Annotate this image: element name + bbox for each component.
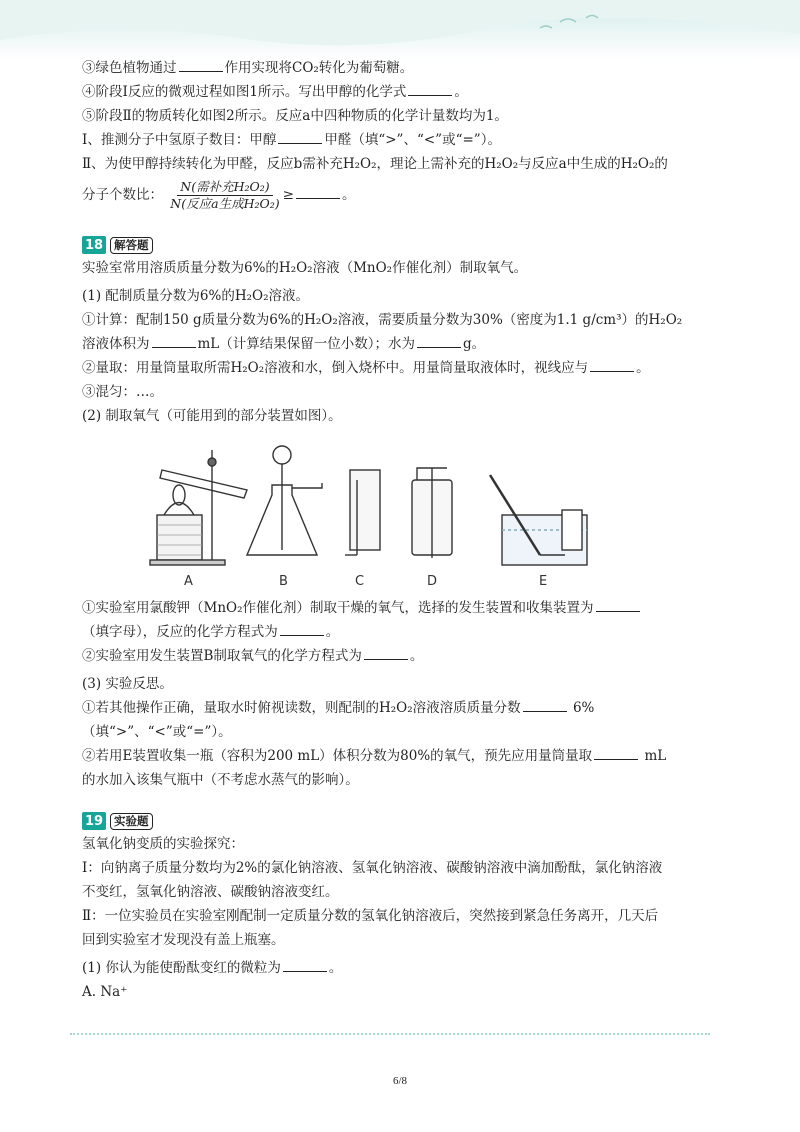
- answer-blank[interactable]: [280, 623, 324, 636]
- apparatus-label: C: [355, 574, 365, 589]
- text-line: ③混匀：…。: [82, 384, 163, 400]
- question-19-header: [82, 812, 153, 830]
- text-line: 溶液体积为 mL（计算结果保留一位小数）；水为 g。: [82, 336, 486, 352]
- answer-blank[interactable]: [283, 959, 327, 972]
- text-line: ②实验室用发生装置B制取氧气的化学方程式为 。: [82, 648, 424, 664]
- answer-blank[interactable]: [152, 335, 196, 348]
- text-line: （填字母），反应的化学方程式为 。: [82, 624, 340, 640]
- text-line: ①若其他操作正确，量取水时俯视读数，则配制的H₂O₂溶液溶质质量分数 6%: [82, 700, 595, 716]
- apparatus-label: A: [184, 574, 193, 589]
- apparatus-e: [490, 475, 587, 565]
- question-type-tag: 实验题: [110, 813, 153, 830]
- text-line: ③绿色植物通过 作用实现将CO₂转化为葡萄糖。: [82, 60, 414, 76]
- question-intro: 实验室常用溶质质量分数为6%的H₂O₂溶液（MnO₂作催化剂）制取氧气。: [82, 260, 528, 276]
- question-type-tag: 解答题: [110, 237, 153, 254]
- apparatus-label: E: [539, 574, 548, 589]
- answer-blank[interactable]: [278, 131, 322, 144]
- answer-blank[interactable]: [596, 599, 640, 612]
- sub-question: (2) 制取氧气（可能用到的部分装置如图）。: [82, 408, 342, 424]
- sub-question: (1) 配制质量分数为6%的H₂O₂溶液。: [82, 288, 309, 304]
- question-18-header: [82, 236, 153, 254]
- answer-blank[interactable]: [296, 186, 340, 199]
- footer-divider: [70, 1033, 710, 1035]
- apparatus-c: [345, 470, 380, 555]
- apparatus-diagram: [72, 440, 592, 590]
- apparatus-label: B: [279, 574, 288, 589]
- apparatus-label: D: [427, 574, 438, 589]
- text-line: ⑤阶段Ⅱ的物质转化如图2所示。反应a中四种物质的化学计量数均为1。: [82, 108, 508, 124]
- text-line: ②若用E装置收集一瓶（容积为200 mL）体积分数为80%的氧气，预先应用量筒量取 mL: [82, 748, 667, 764]
- text-line: ④阶段Ⅰ反应的微观过程如图1所示。写出甲醇的化学式 。: [82, 84, 468, 100]
- text-line: （填“>”、“<”或“=”）。: [82, 724, 232, 740]
- option-a[interactable]: A. Na⁺: [82, 984, 128, 1000]
- text-line: ①实验室用氯酸钾（MnO₂作催化剂）制取干燥的氧气，选择的发生装置和收集装置为: [82, 598, 642, 618]
- apparatus-a: [150, 450, 247, 565]
- question-number: 19: [82, 812, 106, 830]
- text-line: Ⅱ、为使甲醇持续转化为甲醛，反应b需补充H₂O₂，理论上需补充的H₂O₂与反应a中生成的H₂O₂的: [82, 156, 668, 172]
- text-line: ①计算：配制150 g质量分数为6%的H₂O₂溶液，需要质量分数为30%（密度为1.1 g/cm³）的H₂O₂: [82, 312, 683, 328]
- header-decoration: [0, 0, 800, 60]
- text-line: 分子个数比： $\frac{\text{N(需补充H₂O₂)}}{\text{N(反应a生成H₂O₂)}}$ ≥ 。: [82, 179, 356, 211]
- page-number: 6/8: [392, 1075, 408, 1087]
- answer-blank[interactable]: [594, 747, 638, 760]
- answer-blank[interactable]: [408, 83, 452, 96]
- text-line: 回到实验室才发现没有盖上瓶塞。: [82, 932, 285, 948]
- question-intro: 氢氧化钠变质的实验探究：: [82, 836, 244, 852]
- answer-blank[interactable]: [179, 59, 223, 72]
- text-line: Ⅰ、推测分子中氢原子数目：甲醇 甲醛（填“>”、“<”或“=”）。: [82, 132, 501, 148]
- text-line: ②量取：用量筒量取所需H₂O₂溶液和水，倒入烧杯中。用量筒量取液体时，视线应与 。: [82, 360, 650, 376]
- text-line: Ⅱ：一位实验员在实验室刚配制一定质量分数的氢氧化钠溶液后，突然接到紧急任务离开，几天后: [82, 908, 659, 924]
- answer-blank[interactable]: [590, 359, 634, 372]
- fraction: $\frac{\text{N(需补充H₂O₂)}}{\text{N(反应a生成H₂O₂)}}$: [170, 179, 280, 211]
- answer-blank[interactable]: [364, 647, 408, 660]
- text-line: 不变红，氢氧化钠溶液、碳酸钠溶液变红。: [82, 884, 339, 900]
- apparatus-d: [412, 468, 452, 558]
- answer-blank[interactable]: [523, 699, 567, 712]
- sub-question: (3) 实验反思。: [82, 676, 173, 692]
- text-line: Ⅰ：向钠离子质量分数均为2%的氯化钠溶液、氢氧化钠溶液、碳酸钠溶液中滴加酚酞，氯化钠溶液: [82, 860, 663, 876]
- text-line: 的水加入该集气瓶中（不考虑水蒸气的影响）。: [82, 772, 359, 788]
- question-number: 18: [82, 236, 106, 254]
- answer-blank[interactable]: [417, 335, 461, 348]
- apparatus-b: [247, 446, 322, 555]
- sub-question: (1) 你认为能使酚酞变红的微粒为 。: [82, 960, 343, 976]
